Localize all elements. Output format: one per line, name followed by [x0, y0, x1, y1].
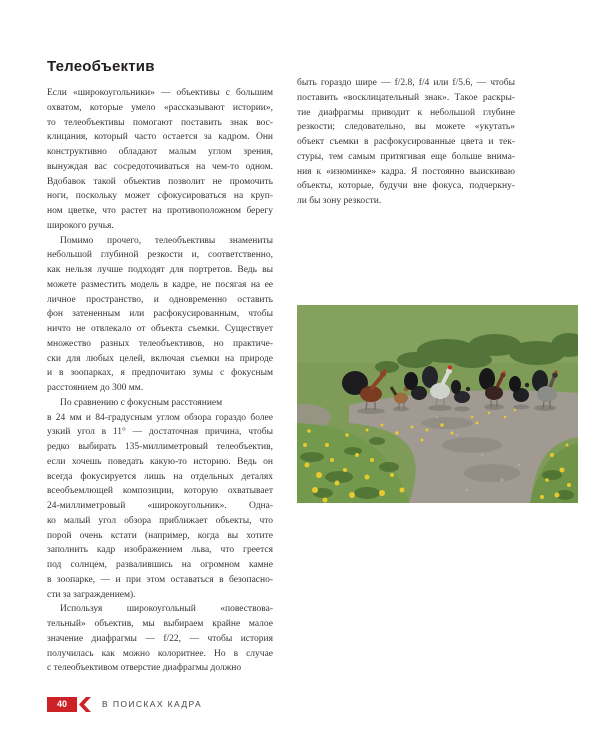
text-line: тие диафрагмы приводит к небольшой глубине [297, 107, 515, 118]
text-line: ния к «изюминке» кадра. Я постоянно выискиваю [297, 166, 515, 177]
text-line: и в зоопарках, я предпочитаю зумы с фокусным [47, 368, 273, 379]
page-number-badge: 40 [47, 697, 77, 712]
text-line: порой очень кстати (например, когда вы хотите [47, 530, 273, 541]
text-line: получилась как можно колоритнее. Но в случае [47, 648, 273, 659]
text-line: заполнить кадр изображением льва, что греется [47, 545, 273, 556]
text-line: Помимо прочего, телеобъективы знамениты [60, 235, 273, 246]
text-line: резкости; следовательно, вы можете «укутать» [297, 122, 515, 133]
text-column-left [47, 86, 273, 676]
text-line: стуры, тем самым притягивая еще больше внима- [297, 151, 515, 162]
text-line: вынуждая вас сосредоточиваться на чем-то одном. [47, 161, 273, 172]
text-line: всеобъемлющей композиции, которую охватывает [47, 486, 273, 497]
text-line: тельный» объектив, мы выбираем крайне малое [47, 619, 273, 629]
text-line: узкий угол в 11° — достаточная причина, чтобы [47, 427, 273, 438]
text-line: под солнцем, развалившись на огромном камне [47, 560, 273, 570]
book-title: В ПОИСКАХ КАДРА [102, 699, 203, 709]
text-line: охватом, которые умело «рассказывают истории», [47, 102, 273, 113]
text-line: поставить «восклицательный знак». Такое раскры- [297, 92, 515, 103]
paragraph [47, 234, 273, 396]
text-line: ничто не отвлекало от объекта съемки. Существует [47, 324, 273, 334]
text-line: редко выбирать 135-миллиметровый телеобъектив, [47, 442, 273, 452]
text-line: то телеобъективы помогают поставить знак вос- [47, 117, 273, 128]
text-line: фон затененным или расфокусированным, чтобы [47, 309, 273, 320]
page-footer [47, 696, 202, 712]
photo-roosters [297, 305, 578, 503]
text-line: можете разместить модель в кадре, не посягая на ее [47, 279, 273, 290]
text-line: конструктивно обладают малым углом зрения, [47, 147, 273, 157]
text-line: расстоянием до 300 мм. [47, 383, 144, 393]
text-column-right [297, 76, 515, 209]
text-line: ли бы зону резкости. [297, 196, 382, 206]
paragraph [297, 76, 515, 209]
text-line: в 24 мм и 84-градусным углом обзора гораздо более [47, 412, 273, 423]
text-line: с телеобъективом отверстие диафрагмы должно [47, 663, 242, 674]
text-line: объект съемки в расфокусированные цвета и тек- [297, 137, 515, 147]
photo-roosters-illustration [297, 305, 578, 503]
paragraph [47, 86, 273, 234]
text-line: Вдобавок такой объектив позволит не промочить [47, 176, 273, 187]
page-title: Телеобъектив [47, 58, 155, 75]
text-line: клицания, который часто остается за кадром. Они [47, 132, 273, 143]
text-line: ко малый угол обзора приближает объекты, что [47, 515, 273, 526]
text-line: сти за заграждением). [47, 589, 136, 600]
text-line: если хочешь поведать какую-то историю. Ведь он [47, 456, 273, 467]
text-line: множество разных телеобъективов, но практиче- [47, 338, 273, 349]
text-line: ном цветке, что растет на противоположном берегу [47, 206, 273, 216]
text-line: ски для любых целей, включая съемки на природе [47, 353, 273, 364]
paragraph [47, 396, 273, 603]
text-line: 24-миллиметровый «широкоугольник». Одна- [47, 501, 273, 511]
text-line: объекты, которые, будучи вне фокуса, подчеркну- [297, 181, 515, 192]
text-line: личное пространство, и одновременно оставить [47, 294, 273, 305]
text-line: небольшой глубиной резкости и, соответственно, [47, 250, 273, 261]
text-line: широкого ручья. [47, 220, 114, 231]
text-line: Используя широкоугольный «повествова- [60, 604, 273, 615]
ribbon-chevron-icon [78, 697, 91, 712]
text-line: в зоопарке, — и при этом оставаться в безопасно- [47, 574, 273, 585]
text-line: По сравнению с фокусным расстоянием [60, 397, 223, 408]
text-line: всегда фокусируется лишь на отдельных деталях [47, 471, 273, 482]
text-line: ноги, поскольку может сфокусироваться на круп- [47, 191, 273, 202]
paragraph [47, 602, 273, 676]
text-line: как нельзя лучше подходят для портретов. Ведь вы [47, 265, 273, 275]
text-line: быть гораздо шире — f/2.8, f/4 или f/5.6, — чтобы [297, 78, 515, 88]
text-line: значение диафрагмы — f/22, — чтобы история [47, 633, 273, 644]
text-line: Если «широкоугольники» — объективы с большим [47, 88, 273, 98]
